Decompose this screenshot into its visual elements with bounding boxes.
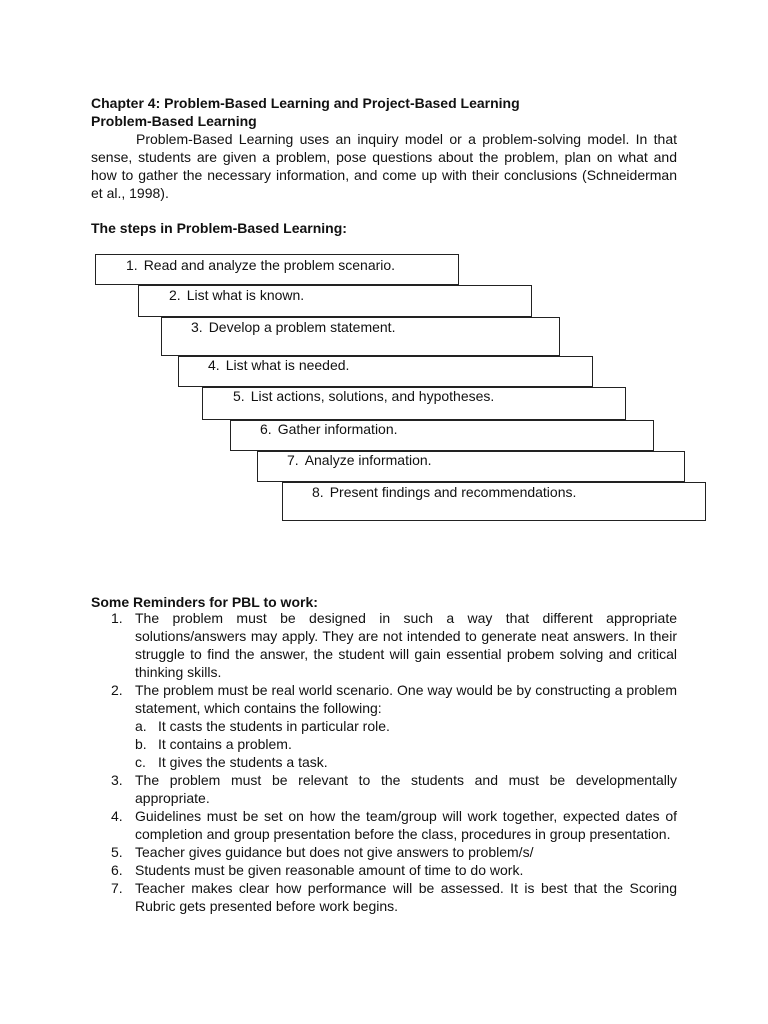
reminders-list xyxy=(91,609,677,915)
step-box-2 xyxy=(138,285,532,317)
item-number: 2. xyxy=(111,682,123,698)
step-number: 7. xyxy=(287,452,299,468)
step-box-7 xyxy=(257,451,685,482)
item-text: Guidelines must be set on how the team/group will work together, expected dates of completion and group presentation before the class, procedures in group presentation. xyxy=(135,808,677,842)
step-box-3 xyxy=(161,317,560,356)
item-text: The problem must be relevant to the students and must be developmentally appropriate. xyxy=(135,772,677,806)
item-text: The problem must be designed in such a way that different appropriate solutions/answers may apply. They are not intended to generate neat answers. In their struggle to find the answer, the student will gain essential probem solving and critical thinking skills. xyxy=(135,610,677,680)
sub-list-item xyxy=(135,753,677,771)
item-number: 1. xyxy=(111,610,123,626)
sub-item-text: It contains a problem. xyxy=(158,736,292,752)
sub-item-letter: b. xyxy=(135,736,147,752)
sub-item-letter: c. xyxy=(135,754,146,770)
step-number: 2. xyxy=(169,287,181,303)
step-box-5 xyxy=(202,387,626,420)
item-number: 7. xyxy=(111,880,123,896)
step-box-6 xyxy=(230,420,654,451)
list-item xyxy=(91,681,677,771)
step-number: 6. xyxy=(260,421,272,437)
item-number: 4. xyxy=(111,808,123,824)
sub-item-text: It gives the students a task. xyxy=(158,754,328,770)
intro-paragraph: Problem-Based Learning uses an inquiry model or a problem-solving model. In that sense, students are given a problem, pose questions about the problem, plan on what and how to gather the necessary information, and come up with their conclusions (Schneiderman et al., 1998). xyxy=(91,131,677,201)
item-number: 5. xyxy=(111,844,123,860)
sub-list xyxy=(135,717,677,771)
item-text: Students must be given reasonable amount of time to do work. xyxy=(135,862,524,878)
item-text: The problem must be real world scenario. One way would be by constructing a problem statement, which contains the following: xyxy=(135,682,677,716)
step-number: 4. xyxy=(208,357,220,373)
step-text: List what is known. xyxy=(186,287,305,303)
step-box-8 xyxy=(282,482,706,521)
list-item xyxy=(91,861,677,879)
step-text: List actions, solutions, and hypotheses. xyxy=(250,388,495,404)
reminders-heading: Some Reminders for PBL to work: xyxy=(91,594,318,610)
step-text: Present findings and recommendations. xyxy=(329,484,577,500)
step-number: 5. xyxy=(233,388,245,404)
section-title: Problem-Based Learning xyxy=(91,113,257,129)
item-text: Teacher makes clear how performance will be assessed. It is best that the Scoring Rubric gets presented before work begins. xyxy=(135,880,677,914)
step-box-1 xyxy=(95,254,459,285)
item-number: 6. xyxy=(111,862,123,878)
step-text: List what is needed. xyxy=(225,357,350,373)
step-text: Read and analyze the problem scenario. xyxy=(143,257,396,273)
step-number: 1. xyxy=(126,257,138,273)
step-box-4 xyxy=(178,356,593,387)
sub-list-item xyxy=(135,717,677,735)
step-number: 3. xyxy=(191,319,203,335)
list-item xyxy=(91,843,677,861)
sub-item-letter: a. xyxy=(135,718,147,734)
step-text: Gather information. xyxy=(277,421,398,437)
sub-list-item xyxy=(135,735,677,753)
steps-heading: The steps in Problem-Based Learning: xyxy=(91,220,347,236)
sub-item-text: It casts the students in particular role. xyxy=(158,718,390,734)
step-number: 8. xyxy=(312,484,324,500)
item-number: 3. xyxy=(111,772,123,788)
list-item xyxy=(91,807,677,843)
list-item xyxy=(91,771,677,807)
step-text: Develop a problem statement. xyxy=(208,319,396,335)
item-text: Teacher gives guidance but does not give answers to problem/s/ xyxy=(135,844,534,860)
list-item xyxy=(91,879,677,915)
list-item xyxy=(91,609,677,681)
step-text: Analyze information. xyxy=(304,452,432,468)
chapter-title: Chapter 4: Problem-Based Learning and Project-Based Learning xyxy=(91,95,520,111)
